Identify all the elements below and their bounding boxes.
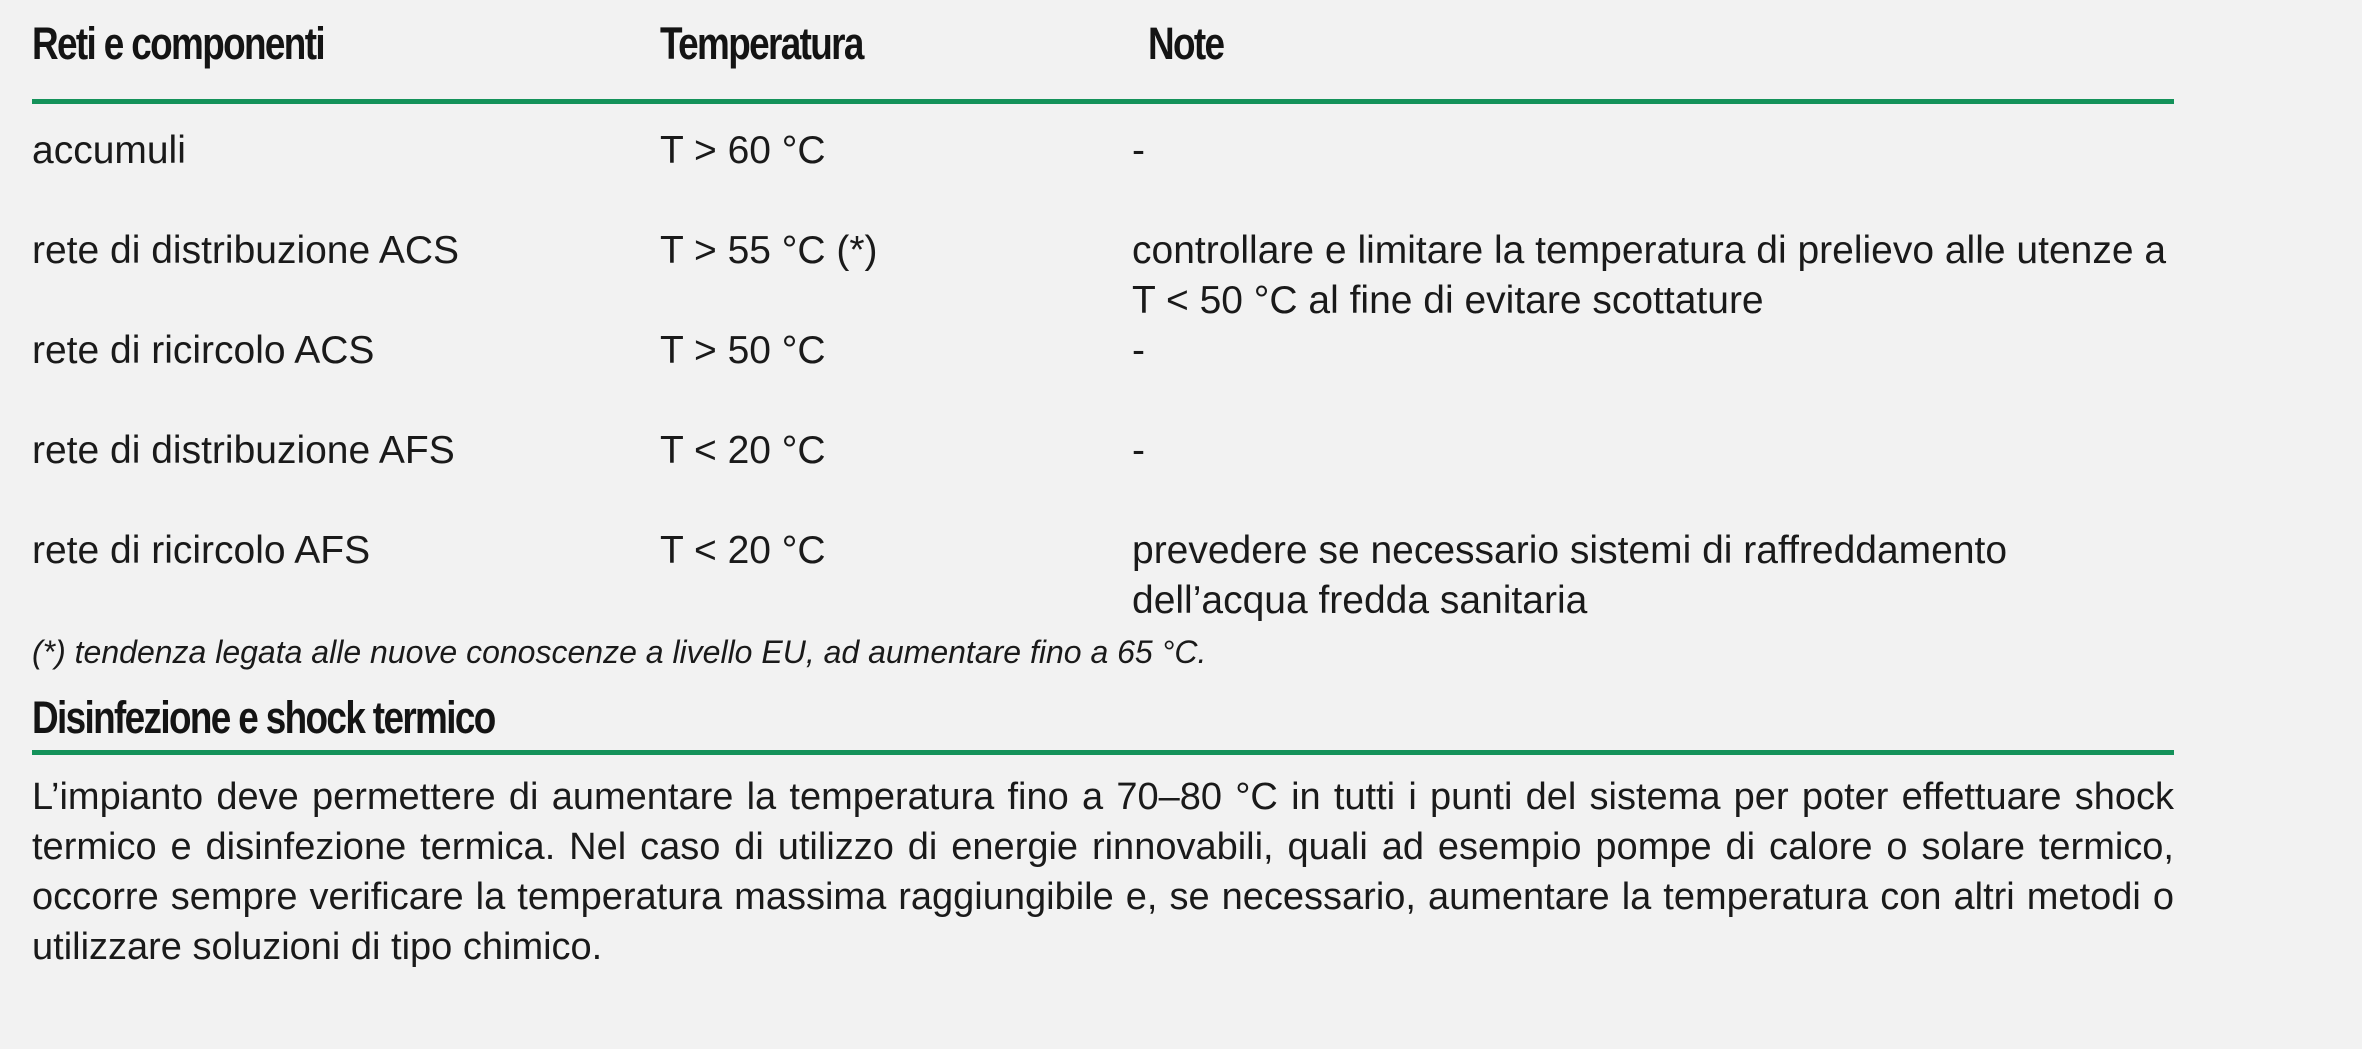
table-row [32,204,2174,322]
cell-note: - [1132,329,1145,372]
cell-note: prevedere se necessario sistemi di raffreddamento dell’acqua fredda sanitaria [1132,529,2008,622]
table-row [32,404,2174,504]
cell-temperature: T < 20 °C [660,429,826,472]
section-title: Disinfezione e shock termico [32,692,495,743]
section-heading [32,688,2174,755]
section-body: L’impianto deve permettere di aumentare la temperatura fino a 70–80 °C in tutti i punti del sistema per poter effettuare shock termico e disinfezione termica. Nel caso di utilizzo di energie rinnovabili, quali ad esempio pompe di calore o solare termico, occorre sempre verificare la temperatura massima raggiungibile e, se necessario, aumentare la temperatura con altri metodi o utilizzare soluzioni di tipo chimico. [32,776,2174,968]
cell-note: - [1132,129,1145,172]
cell-temperature: T < 20 °C [660,529,826,572]
header-notes: Note [1148,18,1224,69]
cell-note: controllare e limitare la temperatura di prelievo alle utenze a T < 50 °C al fine di evitare scottature [1132,229,2167,322]
cell-component: rete di ricircolo AFS [32,529,371,572]
header-temperature: Temperatura [660,18,863,69]
table-row [32,104,2174,204]
table-header [32,0,2174,104]
cell-temperature: T > 50 °C [660,329,826,372]
cell-note: - [1132,429,1145,472]
cell-temperature: T > 55 °C (*) [660,229,878,272]
table-body [32,104,2174,622]
table-row [32,504,2174,622]
cell-component: rete di distribuzione AFS [32,429,455,472]
cell-component: rete di ricircolo ACS [32,329,375,372]
cell-component: accumuli [32,129,186,172]
cell-component: rete di distribuzione ACS [32,229,460,272]
table-footnote: (*) tendenza legata alle nuove conoscenze a livello EU, ad aumentare fino a 65 °C. [32,634,1207,670]
temperature-document [32,0,2174,968]
header-components: Reti e componenti [32,18,324,69]
cell-temperature: T > 60 °C [660,129,826,172]
table-row [32,304,2174,404]
